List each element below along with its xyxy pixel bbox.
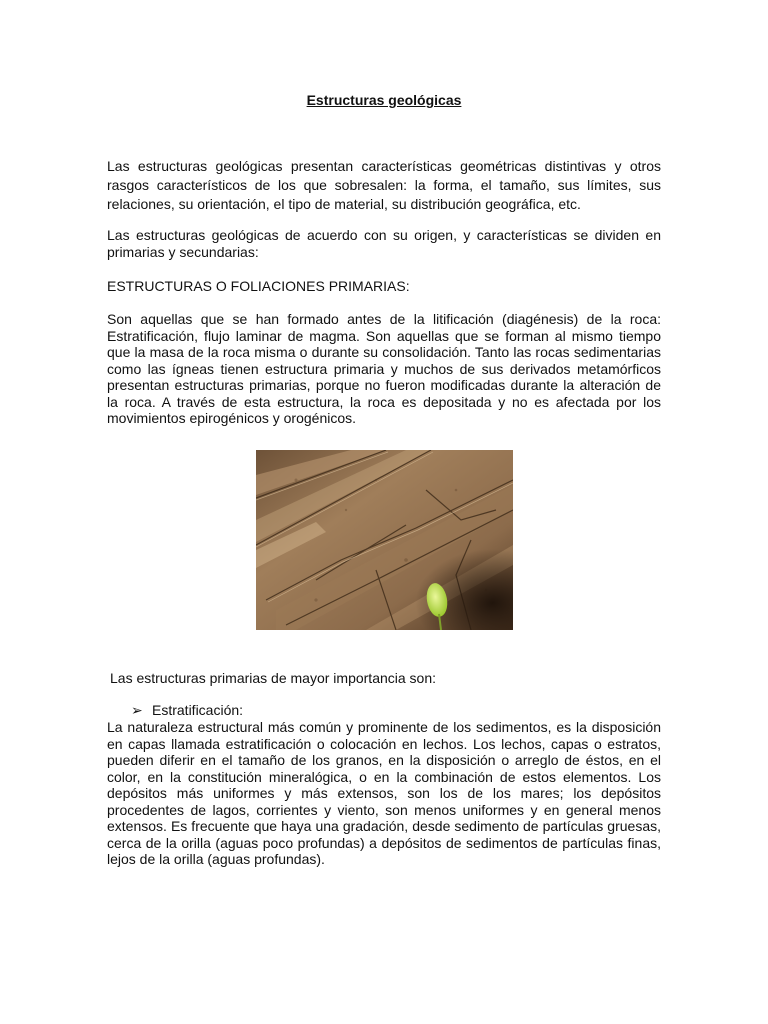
paragraph-primarias: Son aquellas que se han formado antes de la litificación (diagénesis) de la roca: Estratificación, flujo laminar de magma. Son aquellas que se forman al mismo tiempo que la masa de la roca misma o durante su consolidación. Tanto las rocas sedimentarias como las ígneas tienen estructura primaria y muchos de sus derivados metamórficos presentan estructuras primarias, porque no fueron modificadas durante la alteración de la roca. A través de esta estructura, la roca es depositada y no es afectada por los movimientos epirogénicos y orogénicos.: [107, 311, 661, 426]
paragraph-intro: Las estructuras geológicas presentan características geométricas distintivas y otros rasgos característicos de los que sobresalen: la forma, el tamaño, sus límites, sus relaciones, su orientación, el tipo de material, su distribución geográfica, etc.: [107, 158, 661, 212]
paragraph-division: Las estructuras geológicas de acuerdo con su origen, y características se dividen en primarias y secundarias:: [107, 227, 661, 260]
section-heading-primarias: ESTRUCTURAS O FOLIACIONES PRIMARIAS:: [107, 278, 410, 294]
bullet-item-estratificacion: [131, 702, 243, 719]
paragraph-estratificacion: La naturaleza estructural más común y prominente de los sedimentos, es la disposición en capas llamada estratificación o colocación en lechos. Los lechos, capas o estratos, pueden diferir en el tamaño de los granos, en la disposición o arreglo de éstos, en el color, en la constitución mineralógica, o en la combinación de estos elementos. Los depósitos más uniformes y más extensos, son los de los mares; los depósitos procedentes de lagos, corrientes y viento, son menos uniformes y en general menos extensos. Es frecuente que haya una gradación, desde sedimento de partículas gruesas, cerca de la orilla (aguas poco profundas) a depósitos de sedimentos de partículas finas, lejos de la orilla (aguas profundas).: [107, 719, 661, 867]
bullet-label: Estratificación:: [152, 702, 244, 718]
arrow-bullet-icon: ➢: [131, 702, 143, 718]
document-title: Estructuras geológicas: [306, 92, 462, 108]
rock-stratification-photo: [256, 450, 513, 630]
paragraph-importancia: Las estructuras primarias de mayor importancia son:: [110, 670, 437, 686]
